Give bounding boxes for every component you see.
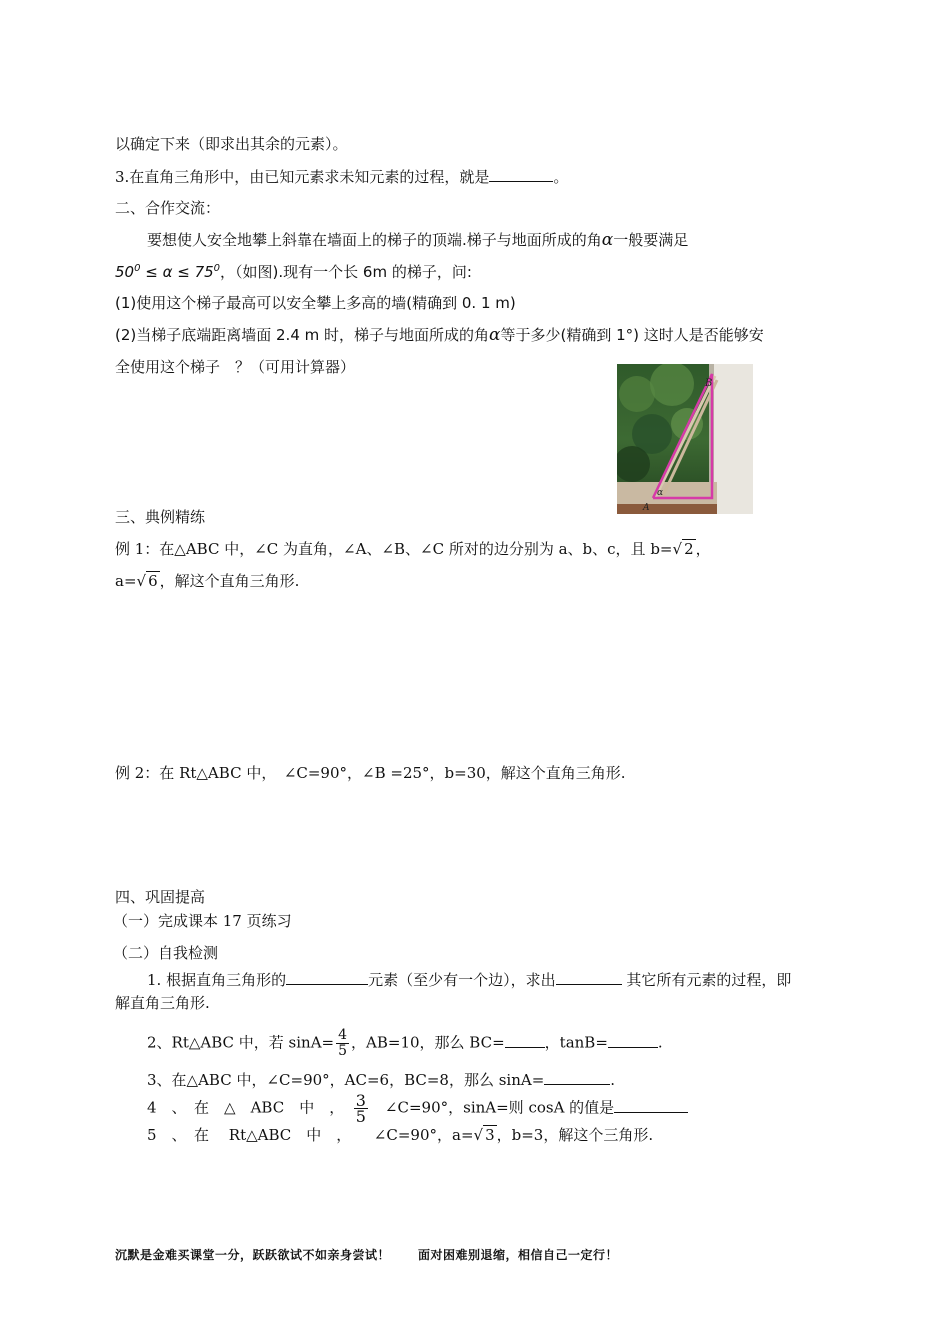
example-1-continued: a=√ 6 ，解这个直角三角形. [115, 572, 300, 590]
section-heading-3: 三、典例精练 [115, 508, 206, 526]
alpha-symbol: α [489, 325, 501, 345]
ladder-photo [617, 364, 753, 514]
test-item-1-continued: 解直角三角形. [115, 994, 210, 1012]
subsection-2: （二）自我检测 [113, 944, 219, 962]
question-1: (1)使用这个梯子最高可以安全攀上多高的墙(精确到 0. 1 m) [115, 294, 516, 312]
answer-blank[interactable] [556, 968, 622, 985]
subsection-1: （一）完成课本 17 页练习 [113, 912, 292, 930]
sqrt-symbol: √ 6 [136, 572, 158, 590]
answer-blank[interactable] [286, 968, 368, 985]
fraction: $\frac{3}{5}$ [355, 1091, 366, 1126]
test-item-3: 3、在△ABC 中，∠C=90°，AC=6，BC=8，那么 sinA= . [147, 1068, 615, 1091]
footer-motto: 沉默是金难买课堂一分，跃跃欲试不如亲身尝试！ 面对困难别退缩，相信自己一定行！ [115, 1248, 619, 1262]
photo-label-b: B [705, 378, 713, 389]
problem-paragraph: 要想使人安全地攀上斜靠在墙面上的梯子的顶端.梯子与地面所成的角α一般要满足 [147, 230, 689, 250]
answer-blank[interactable] [489, 165, 553, 182]
sqrt-symbol: √ 3 [473, 1126, 495, 1144]
test-item-2: 2、Rt△ABC 中，若 sinA= $\frac{4}{5}$ ，AB=10，那么 BC= ，tanB= . [147, 1027, 663, 1059]
section-heading-4: 四、巩固提高 [115, 888, 206, 906]
alpha-symbol: α [601, 230, 614, 250]
line-continuation: 以确定下来（即求出其余的元素）。 [115, 135, 348, 153]
test-item-4: 4 、 在 △ ABC 中 ， $\frac{3}{5}$ ∠C=90°，sinA=则 cosA 的值是 [147, 1093, 688, 1124]
answer-blank[interactable] [614, 1096, 688, 1113]
answer-blank[interactable] [608, 1031, 658, 1048]
question-2: (2)当梯子底端距离墙面 2.4 m 时，梯子与地面所成的角α等于多少(精确到 1°) 这时人是否能够安 [115, 325, 764, 345]
example-1: 例 1：在△ABC 中，∠C 为直角，∠A、∠B、∠C 所对的边分别为 a、b、c，且 b=√ 2 ， [115, 540, 711, 558]
section-heading-2: 二、合作交流： [115, 199, 221, 217]
item-3: 3.在直角三角形中，由已知元素求未知元素的过程，就是 。 [115, 165, 568, 188]
sqrt-symbol: √ 2 [672, 540, 694, 558]
fraction: $\frac{4}{5}$ [338, 1027, 348, 1059]
photo-label-a: A [643, 503, 650, 513]
question-2-continued: 全使用这个梯子 ？（可用计算器） [115, 358, 356, 376]
test-item-1: 1. 根据直角三角形的 元素（至少有一个边），求出 其它所有元素的过程，即 [147, 968, 791, 991]
answer-blank[interactable] [544, 1068, 610, 1085]
test-item-5: 5 、 在 Rt△ABC 中 ， ∠C=90°，a=√ 3 ，b=3，解这个三角形. [147, 1126, 654, 1144]
answer-blank[interactable] [505, 1031, 545, 1048]
photo-label-alpha: α [657, 488, 664, 498]
angle-condition: $50^0 \le \alpha \le 75^0$，（如图).现有一个长 6m 的梯子，问: [115, 263, 472, 281]
example-2: 例 2：在 Rt△ABC 中， ∠C=90°，∠B =25°，b=30，解这个直角三角形. [115, 764, 626, 782]
